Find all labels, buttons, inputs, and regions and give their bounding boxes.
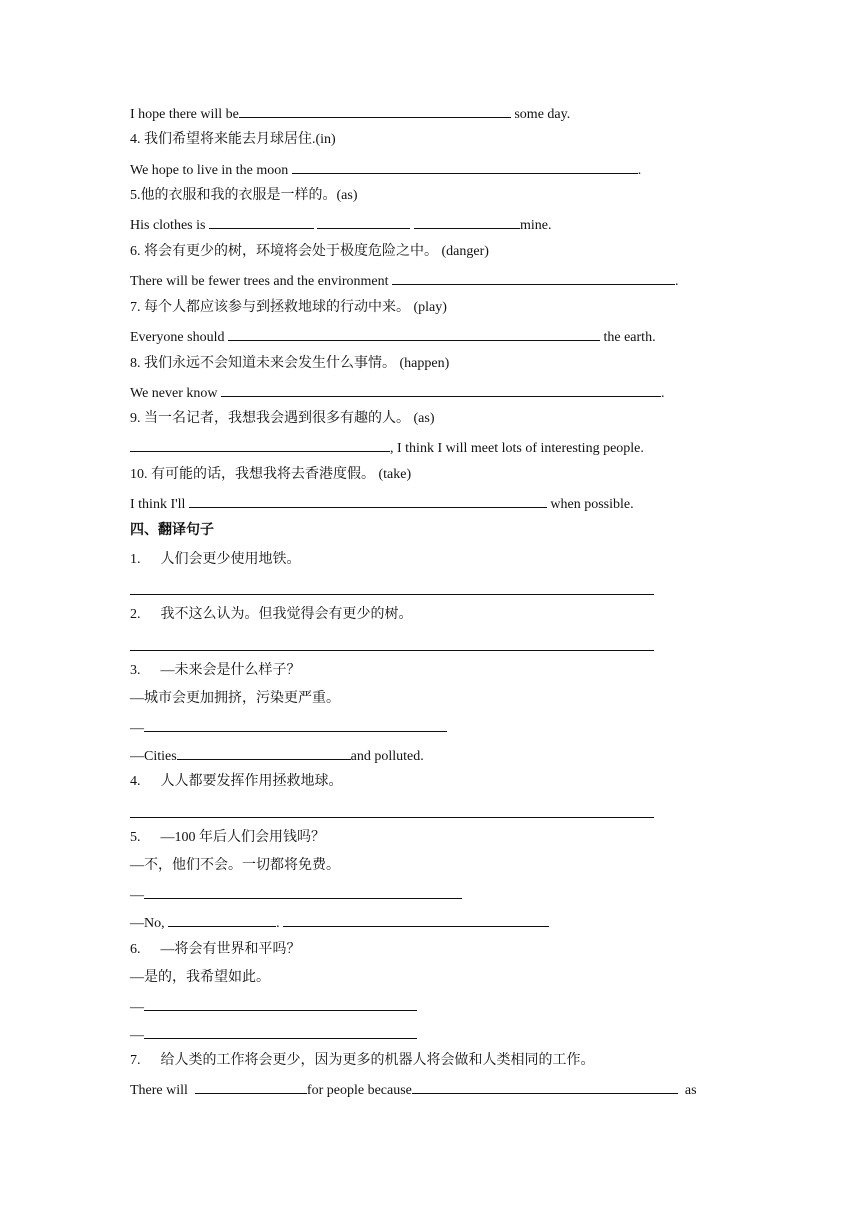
translate-question-3 [130,662,301,680]
blank[interactable] [228,327,600,341]
blank[interactable] [144,885,462,899]
answer-line-5a [130,885,462,903]
line-text: We never know [130,386,222,401]
line-text: . [661,386,665,401]
answer-line-6 [130,271,679,289]
answer-line-7 [130,327,656,345]
question-5-prompt: 5.他的衣服和我的衣服是一样的。(as) [130,188,358,203]
line-text: We hope to live in the moon [130,163,292,178]
line-text: —No, [130,916,169,931]
translate-question-5 [130,829,325,847]
answer-line-8 [130,383,665,401]
blank[interactable] [168,913,276,927]
translate-question-4 [130,773,343,791]
question-4-prompt: 4. 我们希望将来能去月球居住.(in) [130,132,336,147]
blank[interactable] [292,160,638,174]
translate-question-7 [130,1052,595,1070]
question-6-reply: —是的，我希望如此。 [130,970,270,985]
blank[interactable] [144,1025,417,1039]
question-6-prompt: 6. 将会有更少的树，环境将会处于极度危险之中。 (danger) [130,244,489,259]
dash: — [130,1000,144,1015]
section-heading: 四、翻译句子 [130,523,214,538]
question-text: 给人类的工作将会更少，因为更多的机器人将会做和人类相同的工作。 [160,1053,595,1068]
question-text: 人们会更少使用地铁。 [160,552,301,567]
blank[interactable] [392,271,675,285]
question-text: —100 年后人们会用钱吗？ [160,830,325,845]
line-text: . [276,916,284,931]
question-number: 4. [130,774,141,789]
line-text: There will be fewer trees and the environment [130,274,393,289]
answer-line-7 [130,1080,697,1098]
dash: — [130,1028,144,1043]
line-text: as [677,1083,697,1098]
question-number: 7. [130,1053,141,1068]
line-text: for people because [306,1083,412,1098]
question-text: 人人都要发挥作用拯救地球。 [160,774,343,789]
question-number: 2. [130,607,141,622]
question-5-reply: —不，他们不会。一切都将免费。 [130,858,340,873]
line-text: the earth. [599,330,656,345]
line-text: —Cities [130,749,177,764]
blank[interactable] [317,215,410,229]
line-text: mine. [519,218,552,233]
blank[interactable] [144,718,447,732]
answer-line-4 [130,160,641,178]
blank[interactable] [221,383,661,397]
blank[interactable] [283,913,549,927]
dash: — [130,888,144,903]
question-3-reply: —城市会更加拥挤，污染更严重。 [130,691,340,706]
line-text: There will [130,1083,195,1098]
question-7-prompt: 7. 每个人都应该参与到拯救地球的行动中来。 (play) [130,300,447,315]
line-text: Everyone should [130,330,228,345]
question-number: 3. [130,663,141,678]
blank[interactable] [209,215,314,229]
line-text: when possible. [546,497,634,512]
blank[interactable] [177,746,351,760]
blank[interactable] [189,494,547,508]
line-text: some day. [510,107,571,122]
question-8-prompt: 8. 我们永远不会知道未来会发生什么事情。 (happen) [130,356,450,371]
question-text: 我不这么认为。但我觉得会有更少的树。 [160,607,413,622]
blank[interactable] [130,438,390,452]
line-text: , I think I will meet lots of interesting people. [390,441,644,456]
line-text: . [675,274,679,289]
answer-line-3a [130,718,447,736]
line-text: . [637,163,642,178]
blank[interactable] [412,1080,678,1094]
line-text: His clothes is [130,218,209,233]
blank[interactable] [414,215,520,229]
dash: — [130,721,144,736]
blank[interactable] [144,997,417,1011]
line-text: and polluted. [350,749,424,764]
question-9-prompt: 9. 当一名记者，我想我会遇到很多有趣的人。 (as) [130,411,435,426]
question-number: 6. [130,942,141,957]
question-number: 5. [130,830,141,845]
question-text: —未来会是什么样子？ [160,663,301,678]
answer-line-5b [130,913,549,931]
answer-rule[interactable] [130,594,654,595]
translate-question-6 [130,941,301,959]
blank[interactable] [195,1080,307,1094]
answer-rule[interactable] [130,650,654,651]
line-text: I think I'll [130,497,189,512]
question-10-prompt: 10. 有可能的话，我想我将去香港度假。 (take) [130,467,412,482]
answer-line-6b [130,1025,417,1043]
question-number: 1. [130,552,141,567]
line-text: I hope there will be [130,107,239,122]
question-text: —将会有世界和平吗？ [160,942,301,957]
blank[interactable] [239,104,511,118]
answer-line-10 [130,494,634,512]
answer-line-9 [130,438,644,456]
answer-line-hope [130,104,570,122]
answer-rule[interactable] [130,817,654,818]
answer-line-5 [130,215,551,233]
translate-question-2 [130,606,413,624]
answer-line-6a [130,997,417,1015]
translate-question-1 [130,551,301,569]
answer-line-3b [130,746,424,764]
